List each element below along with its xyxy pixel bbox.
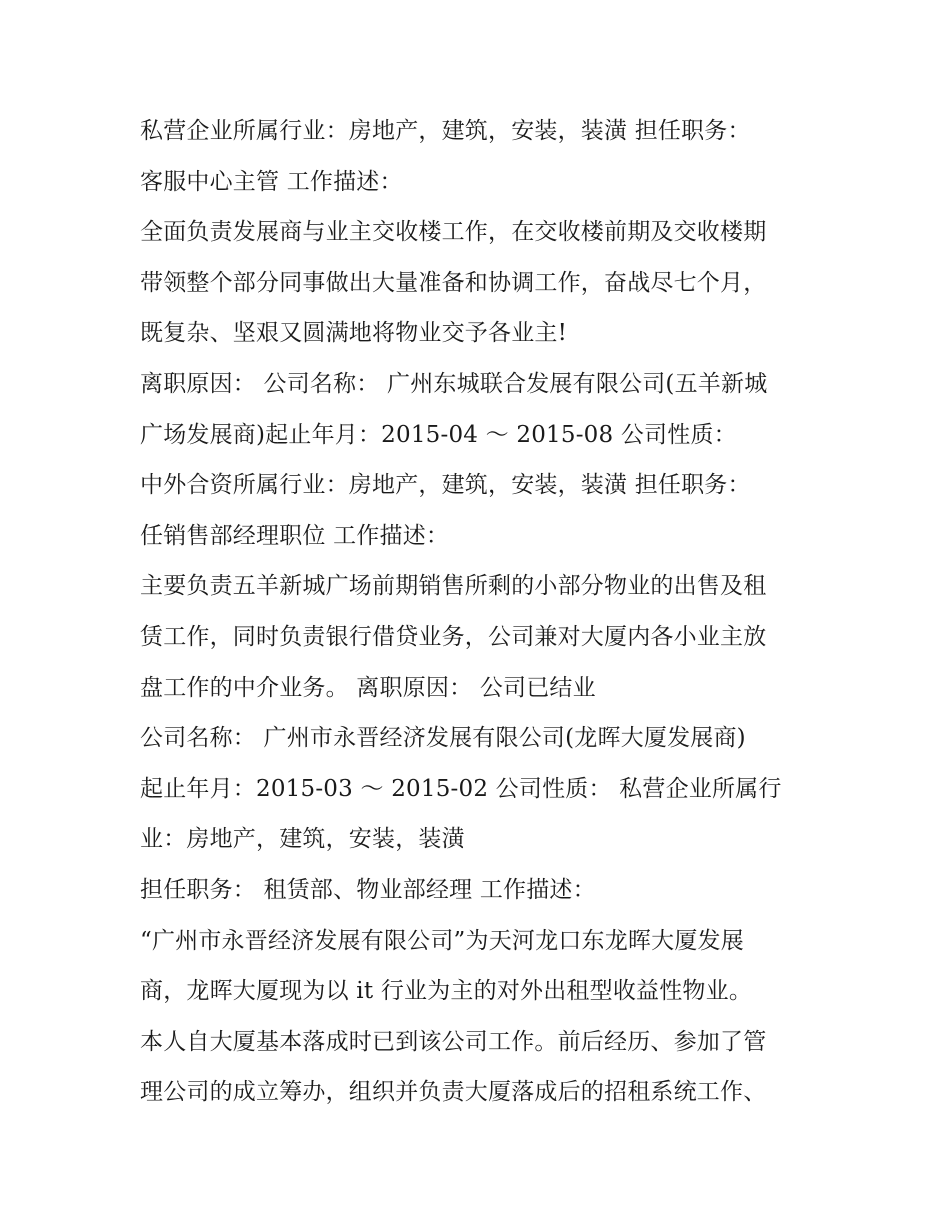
text-line: 客服中心主管 工作描述： — [140, 168, 403, 195]
text-line: 赁工作，同时负责银行借贷业务，公司兼对大厦内各小业主放 — [140, 623, 767, 650]
text-line: 中外合资所属行业：房地产，建筑，安装，装潢 担任职务： — [140, 472, 751, 499]
text-line: 离职原因： 公司名称： 广州东城联合发展有限公司(五羊新城 — [140, 370, 768, 397]
text-line: 担任职务： 租赁部、物业部经理 工作描述： — [140, 876, 596, 903]
text-line: 理公司的成立筹办，组织并负责大厦落成后的招租系统工作、 — [140, 1079, 767, 1106]
text-line: 起止年月：2015-03 ～ 2015-02 公司性质： 私营企业所属行 — [140, 775, 782, 802]
text-line: 盘工作的中介业务。 离职原因： 公司已结业 — [140, 674, 596, 701]
text-line: 公司名称： 广州市永晋经济发展有限公司(龙晖大厦发展商) — [140, 725, 746, 752]
document-body — [140, 106, 820, 1118]
text-line: 主要负责五羊新城广场前期销售所剩的小部分物业的出售及租 — [140, 573, 767, 600]
text-line: 私营企业所属行业：房地产，建筑，安装，装潢 担任职务： — [140, 118, 751, 144]
text-line: 广场发展商)起止年月：2015-04 ～ 2015-08 公司性质： — [140, 421, 737, 448]
text-line: 带领整个部分同事做出大量准备和协调工作，奋战尽七个月， — [140, 269, 767, 296]
text-line: 商，龙晖大厦现为以 it 行业为主的对外出租型收益性物业。 — [140, 978, 753, 1005]
text-line: 全面负责发展商与业主交收楼工作，在交收楼前期及交收楼期 — [140, 219, 767, 246]
text-line: 既复杂、坚艰又圆满地将物业交予各业主! — [140, 320, 568, 347]
text-line: 业：房地产，建筑，安装，装潢 — [140, 826, 465, 853]
text-line: 本人自大厦基本落成时已到该公司工作。前后经历、参加了管 — [140, 1028, 767, 1055]
text-line: “广州市永晋经济发展有限公司”为天河龙口东龙晖大厦发展 — [140, 927, 744, 954]
text-line: 任销售部经理职位 工作描述： — [140, 522, 450, 549]
